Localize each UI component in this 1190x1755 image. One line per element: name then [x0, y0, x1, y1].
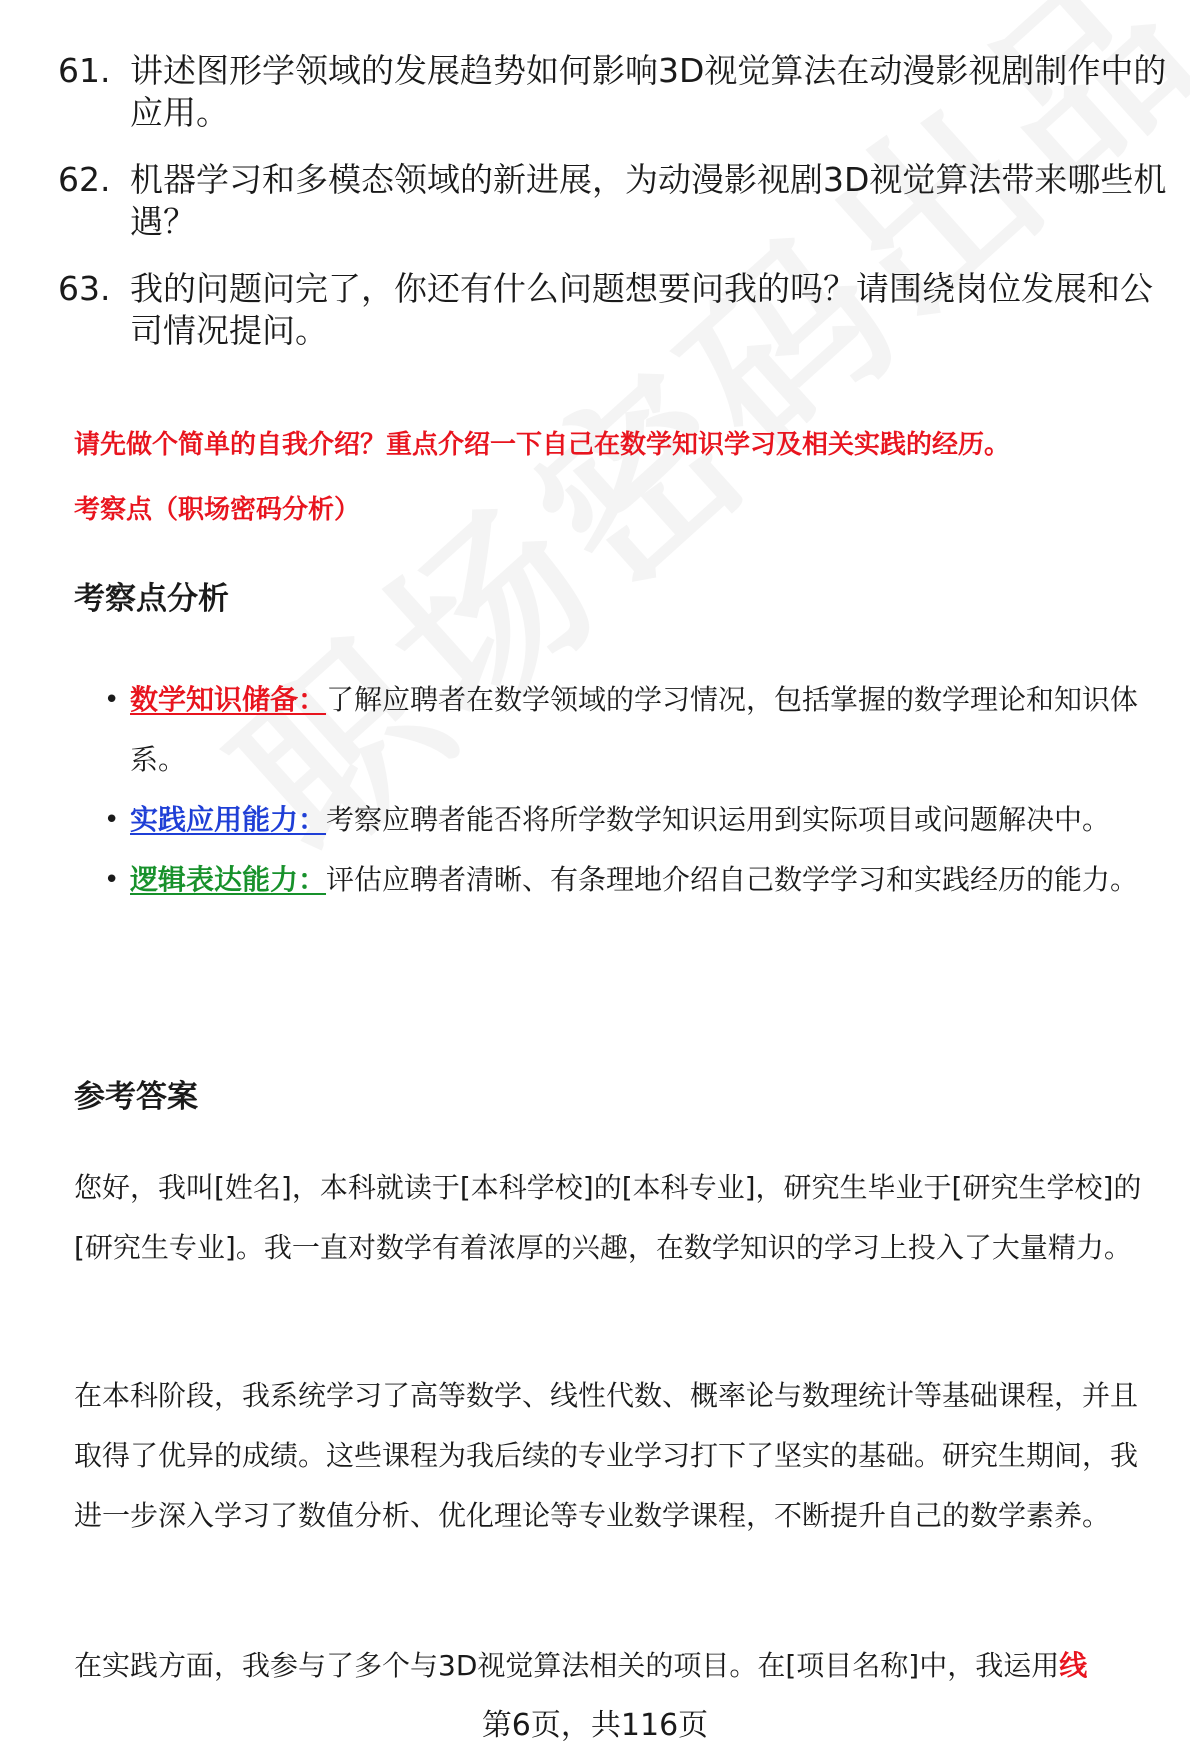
question-62	[58, 159, 1168, 243]
analysis-label: 实践应用能力：	[130, 803, 327, 836]
bullet-dot-icon: •	[104, 865, 120, 895]
highlight-text: 线	[1059, 1649, 1088, 1682]
answer-title: 参考答案	[74, 1079, 198, 1115]
question-number: 61.	[58, 51, 111, 90]
question-number: 62.	[58, 160, 111, 199]
analysis-label: 逻辑表达能力：	[130, 863, 327, 896]
bullet-dot-icon: •	[104, 805, 120, 835]
analysis-text: 考察应聘者能否将所学数学知识运用到实际项目或问题解决中。	[326, 803, 1111, 836]
question-text: 讲述图形学领域的发展趋势如何影响3D视觉算法在动漫影视剧制作中的应用。	[130, 51, 1167, 132]
analysis-text: 评估应聘者清晰、有条理地介绍自己数学学习和实践经历的能力。	[326, 863, 1139, 896]
question-61	[58, 50, 1168, 134]
analysis-list	[74, 670, 1154, 910]
question-text: 机器学习和多模态领域的新进展，为动漫影视剧3D视觉算法带来哪些机遇？	[130, 160, 1167, 241]
question-number: 63.	[58, 269, 111, 308]
page-footer: 第6页，共116页	[481, 1708, 709, 1743]
analysis-item-practice-ability	[74, 790, 1154, 850]
analysis-item-logic-expression	[74, 850, 1154, 910]
answer-paragraph-2: 在本科阶段，我系统学习了高等数学、线性代数、概率论与数理统计等基础课程，并且取得了优异的成绩。这些课程为我后续的专业学习打下了坚实的基础。研究生期间，我进一步深入学习了数值分析、优化理论等专业数学课程，不断提升自己的数学素养。	[74, 1379, 1139, 1532]
question-text: 我的问题问完了，你还有什么问题想要问我的吗？请围绕岗位发展和公司情况提问。	[130, 269, 1153, 350]
red-question-heading: 请先做个简单的自我介绍？重点介绍一下自己在数学知识学习及相关实践的经历。	[74, 430, 1011, 460]
analysis-title: 考察点分析	[74, 581, 229, 617]
question-63	[58, 268, 1168, 352]
analysis-label: 数学知识储备：	[130, 683, 327, 716]
red-subtitle: 考察点（职场密码分析）	[74, 495, 361, 525]
answer-paragraph-1: 您好，我叫[姓名]，本科就读于[本科学校]的[本科专业]，研究生毕业于[研究生学校]的[研究生专业]。我一直对数学有着浓厚的兴趣，在数学知识的学习上投入了大量精力。	[74, 1171, 1142, 1264]
bullet-dot-icon: •	[104, 685, 120, 715]
analysis-text: 了解应聘者在数学领域的学习情况，包括掌握的数学理论和知识体系。	[130, 683, 1139, 776]
paragraph-text: 在实践方面，我参与了多个与3D视觉算法相关的项目。在[项目名称]中，我运用	[74, 1649, 1060, 1682]
answer-paragraph-3	[74, 1636, 1164, 1696]
analysis-item-math-knowledge	[74, 670, 1154, 790]
